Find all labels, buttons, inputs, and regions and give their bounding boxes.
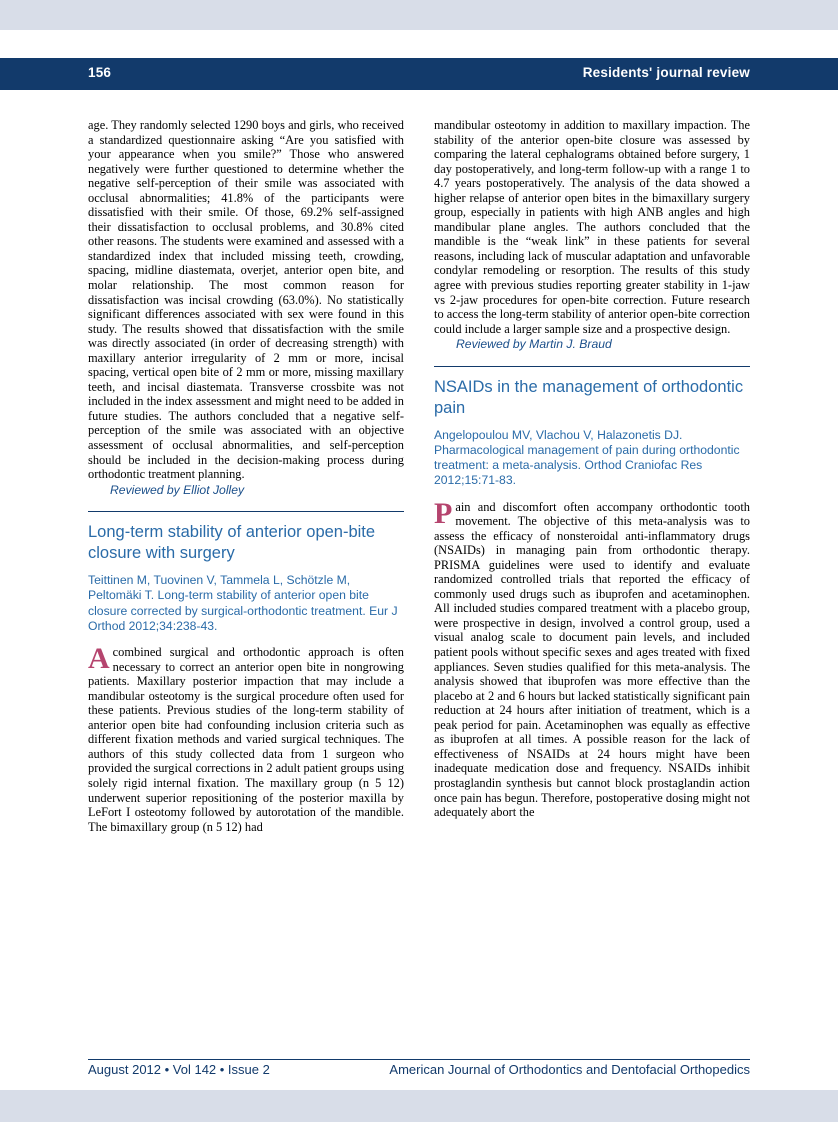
section-divider [88, 511, 404, 512]
right-continued-paragraph: mandibular osteotomy in addition to maxillary impaction. The stability of the anterior open-bite closure was assessed by comparing the lateral cephalograms obtained before surgery, 1 day postoperatively, and long-term follow-up with a range 1 to 4.7 years postoperatively. The analysis of the data showed a higher relapse of anterior open bites in the bimaxillary surgery group, especially in patients with high ANB angles and high mandibular plane angles. The authors concluded that the mandible is the “weak link” in these patients for several reasons, including lack of muscular adaptation and unfavorable condylar remodeling or resorption. The results of this study agree with previous studies reporting greater stability in 1-jaw vs 2-jaw procedures for open-bite correction. Future research to access the long-term stability of anterior open-bite correction could include a larger sample size and a prospective design. [434, 118, 750, 336]
left-article-first-paragraph-text: combined surgical and orthodontic approach is often necessary to correct an anterior open bite in nongrowing patients. Maxillary posterior impaction that may include a mandibular osteotomy is the surgical procedure often used for these patients. Previous studies of the long-term stability of anterior open bite had confounding inclusion criteria such as different fixation methods and varied surgical techniques. The authors of this study collected data from 1 surgeon who provided the surgical corrections in 2 adult patient groups using solely rigid internal fixation. The maxillary group (n 5 12) underwent superior repositioning of the posterior maxilla by LeFort I osteotomy followed by autorotation of the mandible. The bimaxillary group (n 5 12) had [88, 645, 405, 834]
left-reviewed-by: Reviewed by Elliot Jolley [110, 482, 245, 497]
left-continued-paragraph: age. They randomly selected 1290 boys and girls, who received a standardized questionnaire asking “Are you satisfied with your appearance when you smile?” Those who answered negatively were further questioned to determine whether the negative self-perception of their smile was associated with occlusal abnormalities; 41.8% of the participants were dissatisfied with their smile. Of those, 69.2% self-assigned their dissatisfaction to occlusal problems, and 30.8% cited other reasons. The students were examined and assessed with a standardized index that included missing teeth, crowding, spacing, midline diastemata, overjet, anterior open bite, and molar relationship. The most common reason for dissatisfaction was incisal crowding (63.0%). No statistically significant differences associated with sex were found in this study. The results showed that dissatisfaction with the smile was directly associated (in order of decreasing strength) with maxillary anterior irregularity of 2 mm or more, incisal spacing, vertical open bite of 2 mm or more, missing maxillary teeth, and incisal diastemata. Transverse crossbite was not included in the index assessment and might need to be added in future studies. The authors concluded that a negative self-perception of the smile was associated with an objective assessment of occlusal abnormalities, and self-perception should be included in the decision-making process during orthodontic treatment planning. [88, 118, 404, 482]
footer-issue-info: August 2012 • Vol 142 • Issue 2 [88, 1062, 270, 1077]
running-header-title: Residents' journal review [582, 65, 750, 80]
column-left [88, 118, 404, 1028]
right-article-first-paragraph-text: ain and discomfort often accompany orthodontic tooth movement. The objective of this meta-analysis was to assess the efficacy of nonsteroidal anti-inflammatory drugs (NSAIDs) in managing pain from orthodontic therapy. PRISMA guidelines were used to identify and evaluate randomized controlled trials that reported the efficacy of commonly used drugs such as ibuprofen and acetaminophen. All included studies compared treatment with a placebo group, were prospective in design, involved a control group, used a visual analog scale to document pain levels, and included patient pools without specific sexes and ages treated with fixed appliances. Seven studies qualified for this meta-analysis. The analysis showed that ibuprofen was more effective than the placebo at 2 and 6 hours but lacked statistically significant pain reduction at 24 hours after initiation of treatment, which is a peak period for pain. Acetaminophen was equally as effective as ibuprofen at all times. A possible reason for the lack of effectiveness of NSAIDs at 24 hours might have been inadequate medication dose and frequency. NSAIDs inhibit prostaglandin synthesis but cannot block prostaglandin action once pain has begun. Therefore, postoperative dosing might not adequately abort the [434, 499, 750, 820]
right-article-first-paragraph [434, 496, 750, 820]
page-bottom-margin [0, 1090, 838, 1122]
footer-divider [88, 1059, 750, 1060]
article-citation-left: Teittinen M, Tuovinen V, Tammela L, Schötzle M, Peltomäki T. Long-term stability of anterior open bite closure corrected by surgical-orthodontic treatment. Eur J Orthod 2012;34:238-43. [88, 573, 398, 633]
left-article-first-paragraph [88, 642, 405, 834]
article-title-left: Long-term stability of anterior open-bite closure with surgery [88, 523, 376, 563]
page-footer [88, 1062, 750, 1082]
column-right [434, 118, 750, 1028]
drop-cap-right: P [434, 496, 453, 530]
two-column-body [88, 118, 750, 1028]
page-number: 156 [88, 65, 112, 80]
article-title-right: NSAIDs in the management of orthodontic pain [434, 377, 744, 417]
drop-cap-left: A [88, 642, 110, 676]
article-citation-right: Angelopoulou MV, Vlachou V, Halazonetis DJ. Pharmacological management of pain during orthodontic treatment: a meta-analysis. Orthod Craniofac Res 2012;15:71-83. [434, 427, 740, 488]
page-top-margin [0, 0, 838, 30]
right-reviewed-by: Reviewed by Martin J. Braud [456, 337, 612, 352]
footer-journal-name: American Journal of Orthodontics and Dentofacial Orthopedics [389, 1062, 750, 1077]
section-divider [434, 366, 750, 367]
running-header [0, 58, 838, 90]
